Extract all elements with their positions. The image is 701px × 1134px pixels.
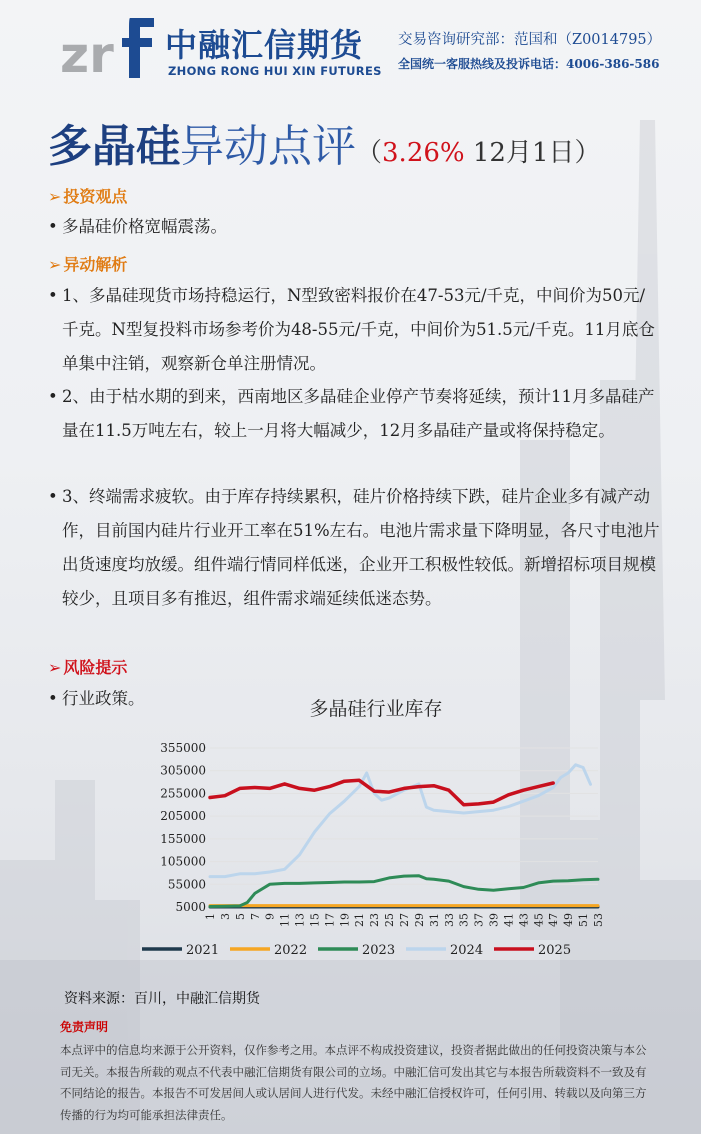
arrow-icon: ➢ (48, 658, 62, 677)
title-date: 12月1日） (464, 138, 601, 168)
x-tick-label: 45 (532, 913, 546, 927)
x-tick-label: 29 (412, 913, 426, 927)
svg-text:zr: zr (60, 26, 114, 80)
bullet-text: 多晶硅价格宽幅震荡。 (62, 217, 227, 236)
bullet-icon: • (48, 387, 58, 406)
legend-label: 2025 (538, 943, 572, 958)
disclaimer-title: 免责声明 (60, 1020, 109, 1034)
y-tick-label: 5000 (175, 900, 206, 914)
x-tick-label: 43 (517, 913, 531, 927)
company-name-cn: 中融汇信期货 (165, 26, 364, 64)
page-title (48, 110, 601, 174)
title-product: 多晶硅 (48, 121, 180, 172)
x-tick-label: 7 (248, 913, 262, 920)
list-item (48, 279, 660, 381)
y-tick-label: 205000 (160, 809, 206, 824)
x-tick-label: 3 (218, 913, 232, 920)
bullet-icon: • (48, 689, 58, 708)
x-tick-label: 25 (383, 913, 397, 927)
x-tick-label: 23 (368, 913, 382, 927)
x-tick-label: 39 (487, 913, 501, 927)
section-label: 风险提示 (63, 658, 128, 677)
series-line-2024 (210, 765, 591, 877)
section-investment-view (48, 184, 127, 207)
x-tick-label: 21 (353, 913, 367, 927)
chart-plot (136, 688, 616, 970)
bullet-text: 1、多晶硅现货市场持稳运行，N型致密料报价在47-53元/千克，中间价为50元/千克。N型复投料市场参考价为48-55元/千克，中间价为51.5元/千克。11月底仓单集中注销，观察新仓单注册情况。 (62, 286, 655, 373)
bullet-text: 3、终端需求疲软。由于库存持续累积，硅片价格持续下跌，硅片企业多有减产动作，目前国内硅片行业开工率在51%左右。电池片需求量下降明显，各尺寸电池片出货速度均放缓。组件端行情同样低迷，企业开工积极性较低。新增招标项目规模较少，且项目多有推迟，组件需求端延续低迷态势。 (62, 487, 660, 608)
bullet-text: 2、由于枯水期的到来，西南地区多晶硅企业停产节奏将延续，预计11月多晶硅产量在11.5万吨左右，较上一月将大幅减少，12月多晶硅产量或将保持稳定。 (62, 387, 655, 440)
x-tick-label: 27 (398, 913, 411, 927)
y-tick-label: 155000 (160, 831, 206, 846)
disclaimer-text: 本点评中的信息均来源于公开资料，仅作参考之用。本点评不构成投资建议，投资者据此做出的任何投资决策与本公司无关。本报告所载的观点不代表中融汇信期货有限公司的立场。中融汇信可发出其它与本报告所载资料不一致及有不同结论的报告。本报告不可发居间人或认居间人进行代发。未经中融汇信授权许可，任何引用、转载以及向第三方传播的行为均可能承担法律责任。 (60, 1043, 647, 1122)
bullet-icon: • (48, 487, 58, 506)
analyst-contact: 交易咨询研究部：范国和（Z0014795） (398, 32, 662, 48)
chart-title: 多晶硅行业库存 (309, 698, 443, 720)
x-tick-label: 35 (457, 913, 471, 927)
legend-label: 2022 (274, 943, 308, 958)
company-name-en: ZHONG RONG HUI XIN FUTURES (168, 64, 382, 78)
arrow-icon: ➢ (48, 187, 62, 206)
section-analysis (48, 252, 127, 275)
x-tick-label: 41 (502, 913, 516, 927)
x-tick-label: 47 (547, 913, 561, 927)
hotline: 全国统一客服热线及投诉电话：4006-386-586 (398, 57, 660, 71)
section-label: 异动解析 (63, 255, 128, 274)
title-change-pct: 3.26% (382, 138, 465, 168)
x-tick-label: 49 (562, 913, 576, 927)
y-tick-label: 55000 (167, 877, 206, 892)
x-tick-label: 5 (233, 913, 247, 920)
y-tick-label: 255000 (160, 786, 206, 801)
x-tick-label: 11 (278, 913, 292, 927)
legend-label: 2023 (362, 943, 396, 958)
data-source: 资料来源：百川，中融汇信期货 (64, 991, 260, 1007)
bullet-text: 行业政策。 (62, 689, 145, 708)
inventory-chart (136, 688, 616, 970)
x-tick-label: 31 (427, 913, 441, 927)
x-tick-label: 19 (338, 913, 352, 927)
list-item (48, 380, 660, 448)
y-tick-label: 105000 (160, 854, 206, 869)
legend-label: 2024 (450, 943, 484, 958)
section-label: 投资观点 (63, 187, 128, 206)
section-risk (48, 655, 127, 678)
arrow-icon: ➢ (48, 255, 62, 274)
x-tick-label: 15 (308, 913, 322, 927)
x-tick-label: 33 (442, 913, 456, 927)
x-tick-label: 13 (293, 913, 307, 927)
x-tick-label: 51 (577, 913, 591, 927)
x-tick-label: 9 (263, 913, 277, 920)
company-logo (58, 10, 158, 80)
x-tick-label: 17 (323, 913, 337, 927)
y-tick-label: 355000 (160, 741, 206, 755)
x-tick-label: 1 (204, 913, 217, 920)
title-topic: 异动点评 (180, 121, 356, 172)
legend-label: 2021 (186, 943, 220, 958)
bullet-icon: • (48, 286, 58, 305)
x-tick-label: 37 (472, 913, 486, 927)
y-tick-label: 305000 (160, 763, 206, 778)
list-item (48, 210, 660, 244)
bullet-icon: • (48, 217, 58, 236)
x-tick-label: 53 (592, 913, 605, 927)
title-paren: （ (356, 138, 383, 168)
page-header (0, 0, 701, 90)
series-line-2023 (210, 876, 598, 907)
list-item (48, 480, 660, 616)
